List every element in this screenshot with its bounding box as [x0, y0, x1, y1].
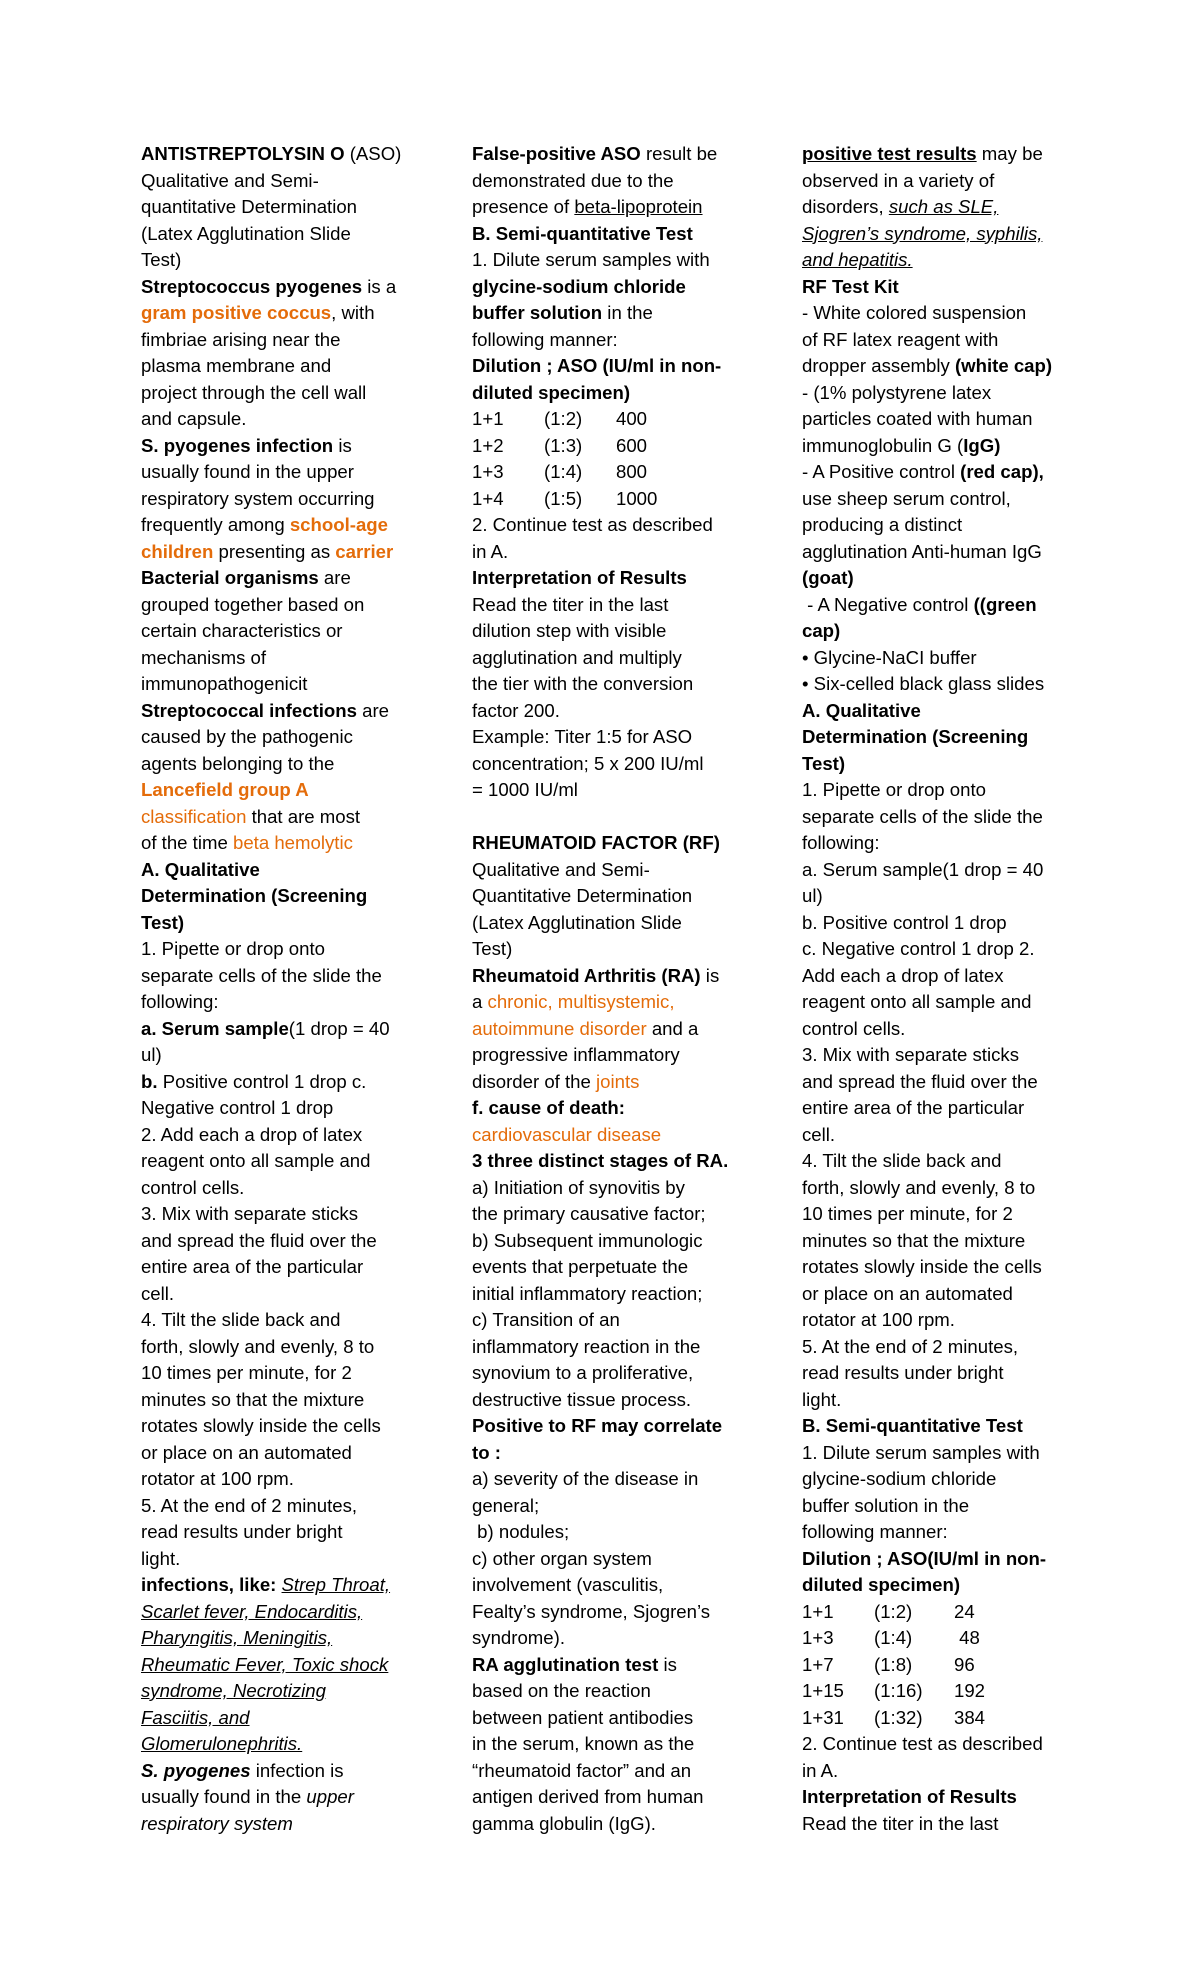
text-line: in A.: [802, 1759, 839, 1781]
aso-heading: ANTISTREPTOLYSIN O (ASO): [141, 143, 402, 164]
infection-heading: S. pyogenes infection is: [141, 434, 352, 456]
text-line: a) severity of the disease in: [472, 1468, 699, 1489]
text-line: buffer solution in the: [802, 1494, 970, 1516]
positive-results-heading: positive test results may be: [802, 143, 1043, 164]
text-line: 5. At the end of 2 minutes,: [141, 1494, 358, 1516]
aso-subtitle-line: Test): [141, 249, 182, 270]
text-line: 5. At the end of 2 minutes,: [802, 1335, 1019, 1357]
text-line: Quantitative Determination: [472, 885, 693, 906]
text-line: agents belonging to the: [141, 752, 335, 774]
text-line: of the time beta hemolytic: [141, 832, 353, 853]
text-line: antigen derived from human: [472, 1786, 704, 1807]
text-line: gamma globulin (IgG).: [472, 1812, 656, 1834]
text-line: immunoglobulin G (IgG): [802, 434, 1001, 456]
text-line: in the serum, known as the: [472, 1733, 695, 1754]
text-line: Read the titer in the last: [802, 1812, 999, 1834]
text-line: reagent onto all sample and: [141, 1150, 371, 1171]
text-line: classification that are most: [141, 805, 361, 827]
text-line: entire area of the particular: [802, 1097, 1025, 1118]
text-line: cell.: [802, 1123, 836, 1145]
text-line: concentration; 5 x 200 IU/ml: [472, 752, 704, 774]
blank-line: [472, 804, 744, 831]
text-line: 1. Dilute serum samples with: [472, 249, 710, 270]
text-line: synovium to a proliferative,: [472, 1362, 694, 1383]
infection-list-line: Rheumatic Fever, Toxic shock: [141, 1653, 389, 1675]
text-line: based on the reaction: [472, 1680, 651, 1701]
text-line: 3. Mix with separate sticks: [802, 1044, 1019, 1065]
text-line: and spread the fluid over the: [802, 1070, 1038, 1092]
text-line: glycine-sodium chloride: [802, 1468, 997, 1489]
text-line: Lancefield group A: [141, 779, 309, 800]
text-line: rotator at 100 rpm.: [141, 1468, 294, 1489]
text-line: 3. Mix with separate sticks: [141, 1203, 358, 1224]
section-heading: Test): [141, 911, 185, 933]
text-line: in A.: [472, 540, 509, 562]
text-line: mechanisms of: [141, 646, 267, 668]
text-line: disorder of the joints: [472, 1070, 640, 1092]
text-line: disorders, such as SLE,: [802, 196, 999, 217]
bullet-item: • Six-celled black glass slides: [802, 673, 1045, 694]
text-line: dilution step with visible: [472, 620, 667, 641]
text-line: following manner:: [802, 1521, 948, 1542]
section-heading: 3 three distinct stages of RA.: [472, 1150, 729, 1171]
text-line: b) Subsequent immunologic: [472, 1229, 703, 1251]
text-line: agglutination Anti-human IgG: [802, 540, 1042, 562]
text-line: following manner:: [472, 328, 618, 350]
text-line: separate cells of the slide the: [802, 805, 1043, 827]
section-heading: B. Semi-quantitative Test: [802, 1415, 1023, 1436]
text-line: grouped together based on: [141, 593, 365, 615]
text-line: plasma membrane and: [141, 355, 332, 376]
dilution-header: Dilution ; ASO (IU/ml in non-: [472, 355, 722, 376]
section-heading: Determination (Screening: [802, 726, 1029, 747]
text-line: b. Positive control 1 drop: [802, 911, 1007, 933]
text-line: immunopathogenicit: [141, 673, 308, 694]
dilution-row: 1+4 (1:5) 1000: [472, 487, 658, 509]
agglutination-heading: RA agglutination test is: [472, 1653, 677, 1675]
text-line: or place on an automated: [141, 1441, 352, 1463]
text-line: forth, slowly and evenly, 8 to: [141, 1335, 375, 1357]
text-line: cell.: [141, 1282, 175, 1304]
dilution-row: 1+3 (1:4) 800: [472, 461, 648, 482]
text-line: Fealty’s syndrome, Sjogren’s: [472, 1600, 711, 1622]
text-line: destructive tissue process.: [472, 1388, 692, 1410]
text-line: use sheep serum control,: [802, 487, 1011, 509]
text-line: - A Positive control (red cap),: [802, 461, 1044, 482]
infection-list-line: syndrome, Necrotizing: [141, 1680, 326, 1701]
rf-heading: RHEUMATOID FACTOR (RF): [472, 832, 720, 853]
final-heading: S. pyogenes infection is: [141, 1759, 344, 1781]
streptococcal-heading: Streptococcal infections are: [141, 699, 389, 721]
infection-list-line: Fasciitis, and: [141, 1706, 250, 1728]
text-line: minutes so that the mixture: [141, 1388, 365, 1410]
section-heading: Determination (Screening: [141, 885, 368, 906]
text-line: and spread the fluid over the: [141, 1229, 377, 1251]
bullet-item: • Glycine-NaCI buffer: [802, 646, 977, 668]
text-line: children presenting as carrier: [141, 540, 394, 562]
aso-subtitle-line: Qualitative and Semi-: [141, 169, 319, 191]
text-line: project through the cell wall: [141, 381, 367, 403]
text-line: minutes so that the mixture: [802, 1229, 1026, 1251]
text-line: presence of beta-lipoprotein: [472, 196, 703, 217]
text-line: - A Negative control ((green: [802, 593, 1037, 615]
text-line: following:: [141, 991, 219, 1012]
dilution-row: 1+31 (1:32) 384: [802, 1706, 986, 1728]
text-line: “rheumatoid factor” and an: [472, 1759, 692, 1781]
text-line: cap): [802, 620, 841, 641]
text-line: the primary causative factor;: [472, 1203, 706, 1224]
aso-subtitle-line: (Latex Agglutination Slide: [141, 222, 351, 244]
text-line: between patient antibodies: [472, 1706, 694, 1728]
text-line: syndrome).: [472, 1627, 565, 1648]
text-line: - White colored suspension: [802, 302, 1027, 323]
text-line: Read the titer in the last: [472, 593, 669, 615]
text-line: control cells.: [141, 1176, 245, 1198]
text-line: respiratory system occurring: [141, 487, 375, 509]
text-line: = 1000 IU/ml: [472, 779, 578, 800]
column-1: [141, 141, 413, 1837]
text-line: the tier with the conversion: [472, 673, 694, 694]
ra-heading: Rheumatoid Arthritis (RA) is: [472, 964, 720, 986]
text-line: or place on an automated: [802, 1282, 1013, 1304]
text-line: a chronic, multisystemic,: [472, 991, 675, 1012]
text-line: ul): [141, 1044, 162, 1065]
text-line: read results under bright: [802, 1362, 1004, 1383]
text-line: 2. Continue test as described: [802, 1733, 1043, 1754]
bacterial-heading: Bacterial organisms are: [141, 567, 351, 588]
text-line: respiratory system: [141, 1812, 293, 1834]
text-line: autoimmune disorder and a: [472, 1017, 699, 1039]
aso-subtitle-line: quantitative Determination: [141, 196, 358, 217]
text-line: initial inflammatory reaction;: [472, 1282, 703, 1304]
text-line: factor 200.: [472, 699, 560, 721]
text-line: and capsule.: [141, 408, 247, 429]
dilution-header: diluted specimen): [472, 381, 631, 403]
text-line: - (1% polystyrene latex: [802, 381, 992, 403]
infection-list-line: Glomerulonephritis.: [141, 1733, 303, 1754]
section-heading: A. Qualitative: [802, 699, 921, 721]
infection-list-line: Scarlet fever, Endocarditis,: [141, 1600, 363, 1622]
section-heading: B. Semi-quantitative Test: [472, 222, 693, 244]
text-line: 2. Add each a drop of latex: [141, 1123, 363, 1145]
text-line: frequently among school-age: [141, 514, 388, 535]
column-2: [472, 141, 744, 1837]
section-heading: Interpretation of Results: [802, 1786, 1017, 1807]
text-line: 2. Continue test as described: [472, 514, 713, 535]
text-line: entire area of the particular: [141, 1256, 364, 1277]
text-line: certain characteristics or: [141, 620, 343, 641]
text-line: b) nodules;: [472, 1521, 570, 1542]
text-line: and hepatitis.: [802, 249, 913, 270]
text-line: c) other organ system: [472, 1547, 652, 1569]
text-line: involvement (vasculitis,: [472, 1574, 664, 1595]
text-line: caused by the pathogenic: [141, 726, 353, 747]
text-line: agglutination and multiply: [472, 646, 682, 668]
text-line: separate cells of the slide the: [141, 964, 382, 986]
text-line: Test): [472, 938, 513, 959]
text-line: of RF latex reagent with: [802, 328, 999, 350]
infections-heading: infections, like: Strep Throat,: [141, 1574, 391, 1595]
text-line: inflammatory reaction in the: [472, 1335, 701, 1357]
text-line: Sjogren’s syndrome, syphilis,: [802, 222, 1043, 244]
text-line: light.: [141, 1547, 181, 1569]
text-line: producing a distinct: [802, 514, 963, 535]
text-line: 4. Tilt the slide back and: [141, 1309, 341, 1330]
text-line: demonstrated due to the: [472, 169, 674, 191]
dilution-row: 1+7 (1:8) 96: [802, 1653, 975, 1675]
text-line: c. Negative control 1 drop 2.: [802, 938, 1035, 959]
text-line: fimbriae arising near the: [141, 328, 341, 350]
text-line: rotates slowly inside the cells: [802, 1256, 1042, 1277]
text-line: following:: [802, 832, 880, 853]
text-line: 10 times per minute, for 2: [802, 1203, 1013, 1224]
section-heading: A. Qualitative: [141, 858, 260, 880]
text-line: 4. Tilt the slide back and: [802, 1150, 1002, 1171]
section-heading: Interpretation of Results: [472, 567, 687, 588]
section-heading: f. cause of death:: [472, 1097, 625, 1118]
text-line: progressive inflammatory: [472, 1044, 680, 1065]
text-line: c) Transition of an: [472, 1309, 620, 1330]
dilution-row: 1+3 (1:4) 48: [802, 1627, 980, 1648]
text-line: events that perpetuate the: [472, 1256, 689, 1277]
text-line: buffer solution in the: [472, 302, 653, 323]
section-heading: Test): [802, 752, 846, 774]
text-line: control cells.: [802, 1017, 906, 1039]
text-line: usually found in the upper: [141, 461, 354, 482]
dilution-row: 1+1 (1:2) 24: [802, 1600, 975, 1622]
text-line: forth, slowly and evenly, 8 to: [802, 1176, 1036, 1198]
text-line: glycine-sodium chloride: [472, 275, 686, 297]
dilution-header: Dilution ; ASO(IU/ml in non-: [802, 1547, 1047, 1569]
false-positive-heading: False-positive ASO result be: [472, 143, 718, 164]
text-line: observed in a variety of: [802, 169, 995, 191]
text-line: b. Positive control 1 drop c.: [141, 1070, 367, 1092]
text-line: Add each a drop of latex: [802, 964, 1004, 986]
dilution-row: 1+2 (1:3) 600: [472, 434, 648, 456]
text-line: Example: Titer 1:5 for ASO: [472, 726, 693, 747]
text-line: dropper assembly (white cap): [802, 355, 1053, 376]
text-line: a. Serum sample(1 drop = 40: [141, 1017, 390, 1039]
text-line: 1. Pipette or drop onto: [141, 938, 325, 959]
text-line: gram positive coccus, with: [141, 302, 375, 323]
text-line: (Latex Agglutination Slide: [472, 911, 682, 933]
text-line: light.: [802, 1388, 842, 1410]
text-line: usually found in the upper: [141, 1786, 354, 1807]
section-heading: RF Test Kit: [802, 275, 899, 297]
section-heading: to :: [472, 1441, 501, 1463]
text-line: a. Serum sample(1 drop = 40: [802, 858, 1044, 880]
text-line: 1. Dilute serum samples with: [802, 1441, 1040, 1463]
text-line: 1. Pipette or drop onto: [802, 779, 986, 800]
text-line: reagent onto all sample and: [802, 991, 1032, 1012]
column-3: [802, 141, 1074, 1837]
text-line: a) Initiation of synovitis by: [472, 1176, 685, 1198]
infection-list-line: Pharyngitis, Meningitis,: [141, 1627, 333, 1648]
text-line: Qualitative and Semi-: [472, 858, 650, 880]
dilution-row: 1+15 (1:16) 192: [802, 1680, 986, 1701]
text-line: rotates slowly inside the cells: [141, 1415, 381, 1436]
text-line: ul): [802, 885, 823, 906]
section-heading: Positive to RF may correlate: [472, 1415, 723, 1436]
text-line: rotator at 100 rpm.: [802, 1309, 955, 1330]
text-line: general;: [472, 1494, 540, 1516]
dilution-header: diluted specimen): [802, 1574, 961, 1595]
text-line: read results under bright: [141, 1521, 343, 1542]
text-line: Negative control 1 drop: [141, 1097, 334, 1118]
text-line: cardiovascular disease: [472, 1123, 662, 1145]
text-line: (goat): [802, 567, 854, 588]
text-line: particles coated with human: [802, 408, 1033, 429]
text-line: 10 times per minute, for 2: [141, 1362, 352, 1383]
pyogenes-heading: Streptococcus pyogenes is a: [141, 275, 397, 297]
dilution-row: 1+1 (1:2) 400: [472, 408, 648, 429]
